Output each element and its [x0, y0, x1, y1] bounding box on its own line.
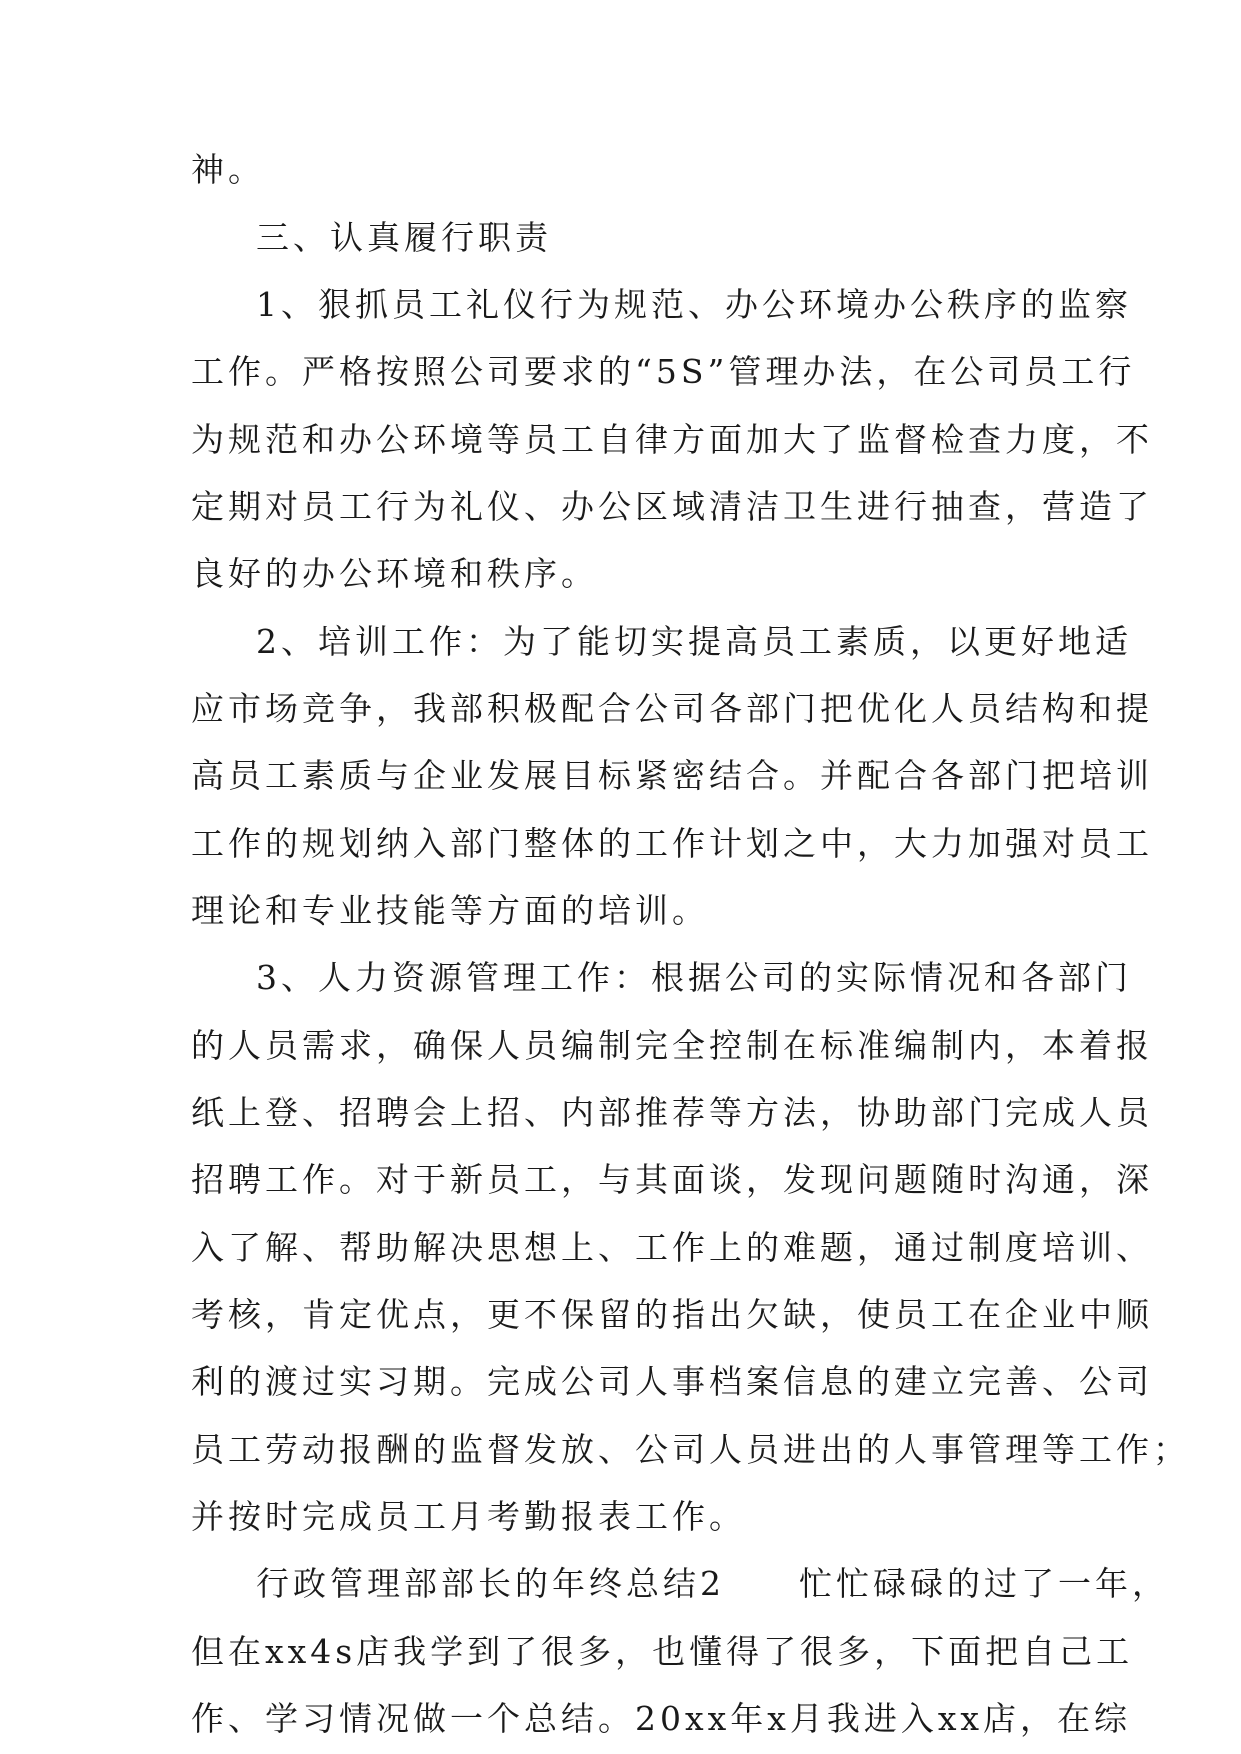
text-line: 员工劳动报酬的监督发放、公司人员进出的人事管理等工作； — [191, 1430, 1190, 1469]
text-line: 应市场竞争，我部积极配合公司各部门把优化人员结构和提 — [191, 689, 1153, 728]
text-line: 行政管理部部长的年终总结2 忙忙碌碌的过了一年， — [256, 1564, 1169, 1603]
text-line: 纸上登、招聘会上招、内部推荐等方法，协助部门完成人员 — [191, 1093, 1153, 1132]
text-line: 工作的规划纳入部门整体的工作计划之中，大力加强对员工 — [191, 824, 1153, 863]
text-line: 考核，肯定优点，更不保留的指出欠缺，使员工在企业中顺 — [191, 1295, 1153, 1334]
text-line: 工作。严格按照公司要求的“5S”管理办法，在公司员工行 — [191, 352, 1136, 391]
text-line: 的人员需求，确保人员编制完全控制在标准编制内，本着报 — [191, 1026, 1153, 1065]
text-line: 3、人力资源管理工作：根据公司的实际情况和各部门 — [256, 958, 1132, 997]
text-line: 作、学习情况做一个总结。20xx年x月我进入xx店，在综 — [191, 1699, 1132, 1738]
text-line: 入了解、帮助解决思想上、工作上的难题，通过制度培训、 — [191, 1228, 1153, 1267]
text-line: 1、狠抓员工礼仪行为规范、办公环境办公秩序的监察 — [256, 285, 1132, 324]
text-line: 高员工素质与企业发展目标紧密结合。并配合各部门把培训 — [191, 756, 1153, 795]
text-line: 利的渡过实习期。完成公司人事档案信息的建立完善、公司 — [191, 1362, 1153, 1401]
text-line: 为规范和办公环境等员工自律方面加大了监督检查力度，不 — [191, 420, 1153, 459]
text-line: 并按时完成员工月考勤报表工作。 — [191, 1497, 746, 1536]
text-line: 良好的办公环境和秩序。 — [191, 554, 598, 593]
text-line: 招聘工作。对于新员工，与其面谈，发现问题随时沟通，深 — [191, 1160, 1153, 1199]
text-line: 理论和专业技能等方面的培训。 — [191, 891, 709, 930]
section-heading: 三、认真履行职责 — [256, 218, 552, 257]
text-line: 但在xx4s店我学到了很多，也懂得了很多，下面把自己工 — [191, 1632, 1134, 1671]
text-line: 神。 — [191, 150, 265, 189]
text-line: 2、培训工作：为了能切实提高员工素质，以更好地适 — [256, 622, 1132, 661]
text-line: 定期对员工行为礼仪、办公区域清洁卫生进行抽查，营造了 — [191, 487, 1153, 526]
